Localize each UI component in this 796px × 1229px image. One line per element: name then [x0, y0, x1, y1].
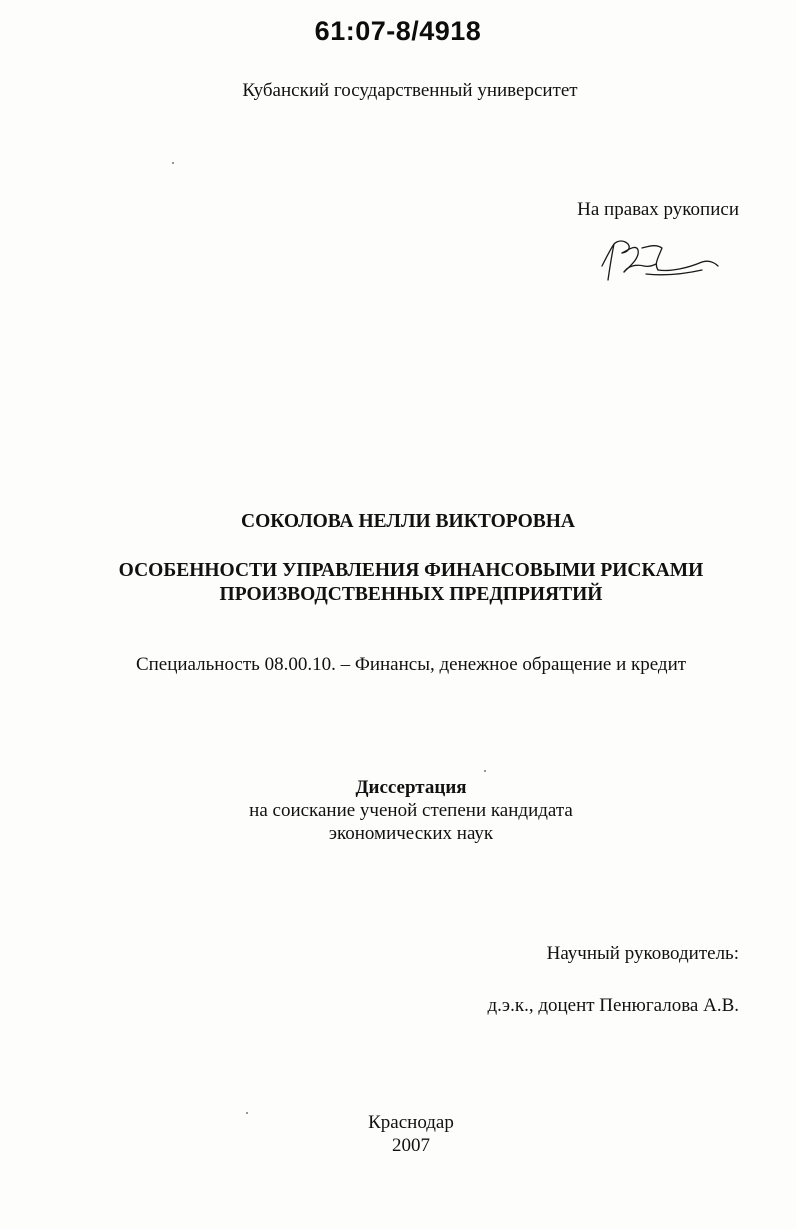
dissertation-heading: Диссертация: [355, 777, 467, 798]
university-name: Кубанский государственный университет: [242, 80, 578, 101]
archive-stamp-code: 61:07-8/4918: [314, 16, 482, 46]
thesis-title: [0, 559, 796, 607]
thesis-title-line-1: ОСОБЕННОСТИ УПРАВЛЕНИЯ ФИНАНСОВЫМИ РИСКАМИ: [118, 560, 704, 581]
degree-line-2: экономических наук: [328, 823, 494, 844]
degree-line-1: на соискание ученой степени кандидата: [249, 800, 573, 821]
handwritten-signature-icon: [598, 236, 722, 288]
supervisor-name: д.э.к., доцент Пенюгалова А.В.: [487, 995, 739, 1016]
year: 2007: [392, 1135, 430, 1156]
city-name: Краснодар: [368, 1112, 454, 1133]
specialty-line: Специальность 08.00.10. – Финансы, денежное обращение и кредит: [135, 654, 687, 675]
scan-speck: [484, 770, 486, 772]
thesis-title-line-2: ПРОИЗВОДСТВЕННЫХ ПРЕДПРИЯТИЙ: [219, 584, 603, 605]
rights-notice: На правах рукописи: [577, 199, 739, 220]
city-year-block: [0, 1111, 796, 1157]
author-name: СОКОЛОВА НЕЛЛИ ВИКТОРОВНА: [240, 511, 575, 532]
scan-speck: [246, 1112, 248, 1114]
dissertation-block: [0, 776, 796, 845]
supervisor-label: Научный руководитель:: [546, 943, 739, 964]
scan-speck: [172, 162, 174, 164]
